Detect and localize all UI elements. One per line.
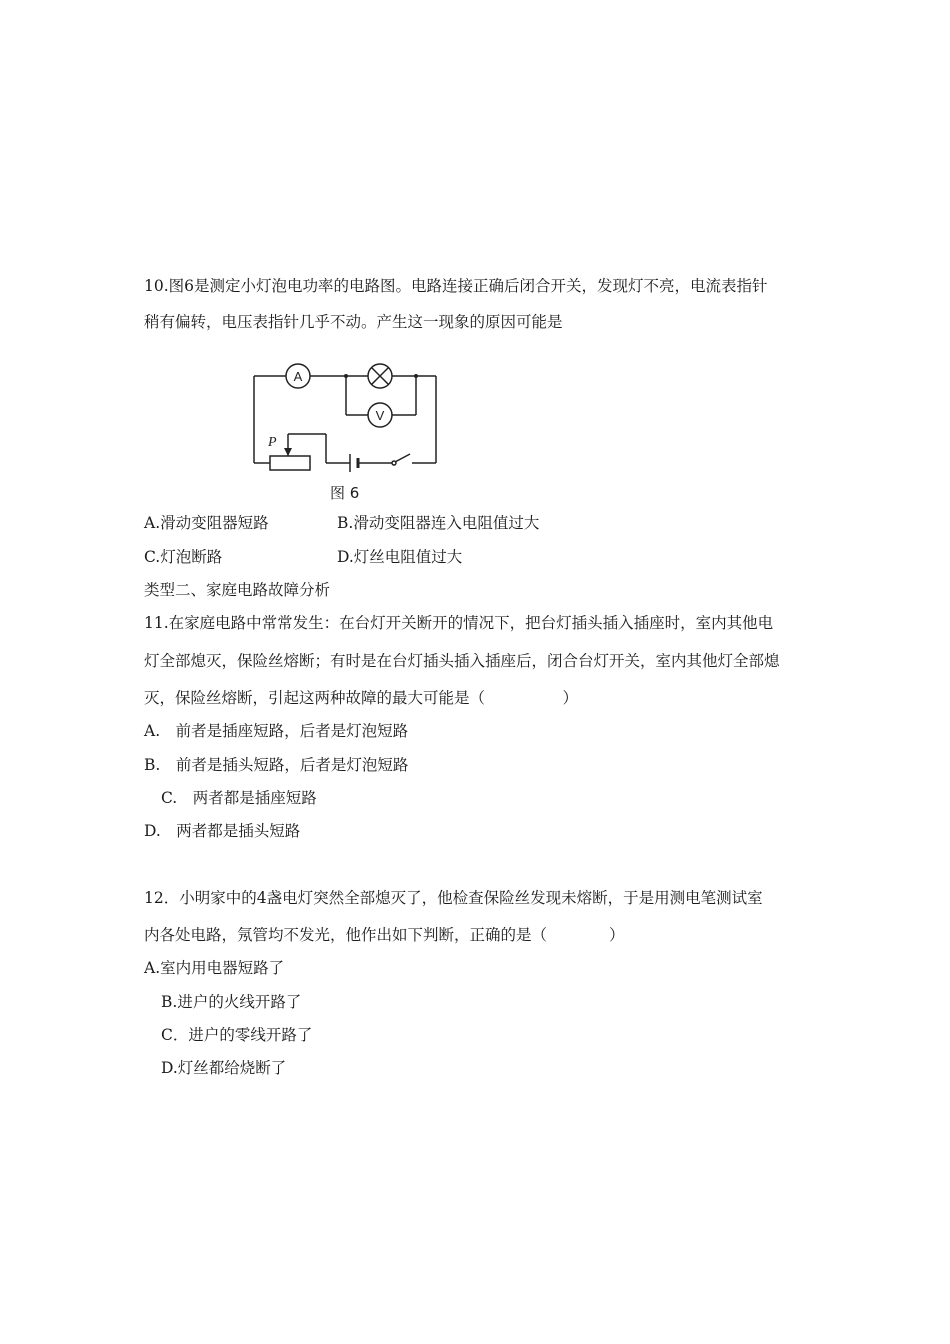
q11-option-a: A. 前者是插座短路，后者是灯泡短路	[144, 722, 409, 740]
q12-option-c: C．进户的零线开路了	[161, 1026, 313, 1044]
voltmeter-label: V	[375, 408, 385, 423]
ammeter-label: A	[293, 369, 303, 384]
circuit-diagram	[240, 360, 450, 478]
q12-text-line-2: 内各处电路，氖管均不发光，他作出如下判断，正确的是（ ）	[144, 926, 625, 944]
q10-option-c: C.灯泡断路	[144, 548, 223, 566]
q10-option-b: B.滑动变阻器连入电阻值过大	[337, 514, 540, 532]
q10-text-line-2: 稍有偏转，电压表指针几乎不动。产生这一现象的原因可能是	[144, 313, 563, 331]
slider-label: P	[268, 435, 277, 450]
q10-text-line-1: 10.图6是测定小灯泡电功率的电路图。电路连接正确后闭合开关，发现灯不亮，电流表指针	[144, 277, 768, 295]
q11-text-line-3: 灭，保险丝熔断，引起这两种故障的最大可能是（ ）	[144, 689, 579, 707]
figure-caption: 图 6	[330, 484, 360, 502]
slider-arrow-icon	[284, 448, 292, 456]
q12-option-d: D.灯丝都给烧断了	[161, 1059, 287, 1077]
section-heading: 类型二、家庭电路故障分析	[144, 581, 331, 599]
q10-option-a: A.滑动变阻器短路	[144, 514, 269, 532]
q11-text-line-2: 灯全部熄灭，保险丝熔断；有时是在台灯插头插入插座后，闭合台灯开关，室内其他灯全部熄	[144, 652, 780, 670]
q10-option-d: D.灯丝电阻值过大	[337, 548, 463, 566]
q11-option-b: B. 前者是插头短路，后者是灯泡短路	[144, 756, 409, 774]
q12-option-b: B.进户的火线开路了	[161, 993, 302, 1011]
rheostat-icon	[270, 456, 310, 470]
q11-option-c: C. 两者都是插座短路	[161, 789, 317, 807]
q11-option-d: D. 两者都是插头短路	[144, 822, 301, 840]
q12-text-line-1: 12．小明家中的4盏电灯突然全部熄灭了，他检查保险丝发现未熔断，于是用测电笔测试室	[144, 889, 763, 907]
q11-text-line-1: 11.在家庭电路中常常发生：在台灯开关断开的情况下，把台灯插头插入插座时，室内其他电	[144, 614, 774, 632]
q12-option-a: A.室内用电器短路了	[144, 959, 285, 977]
